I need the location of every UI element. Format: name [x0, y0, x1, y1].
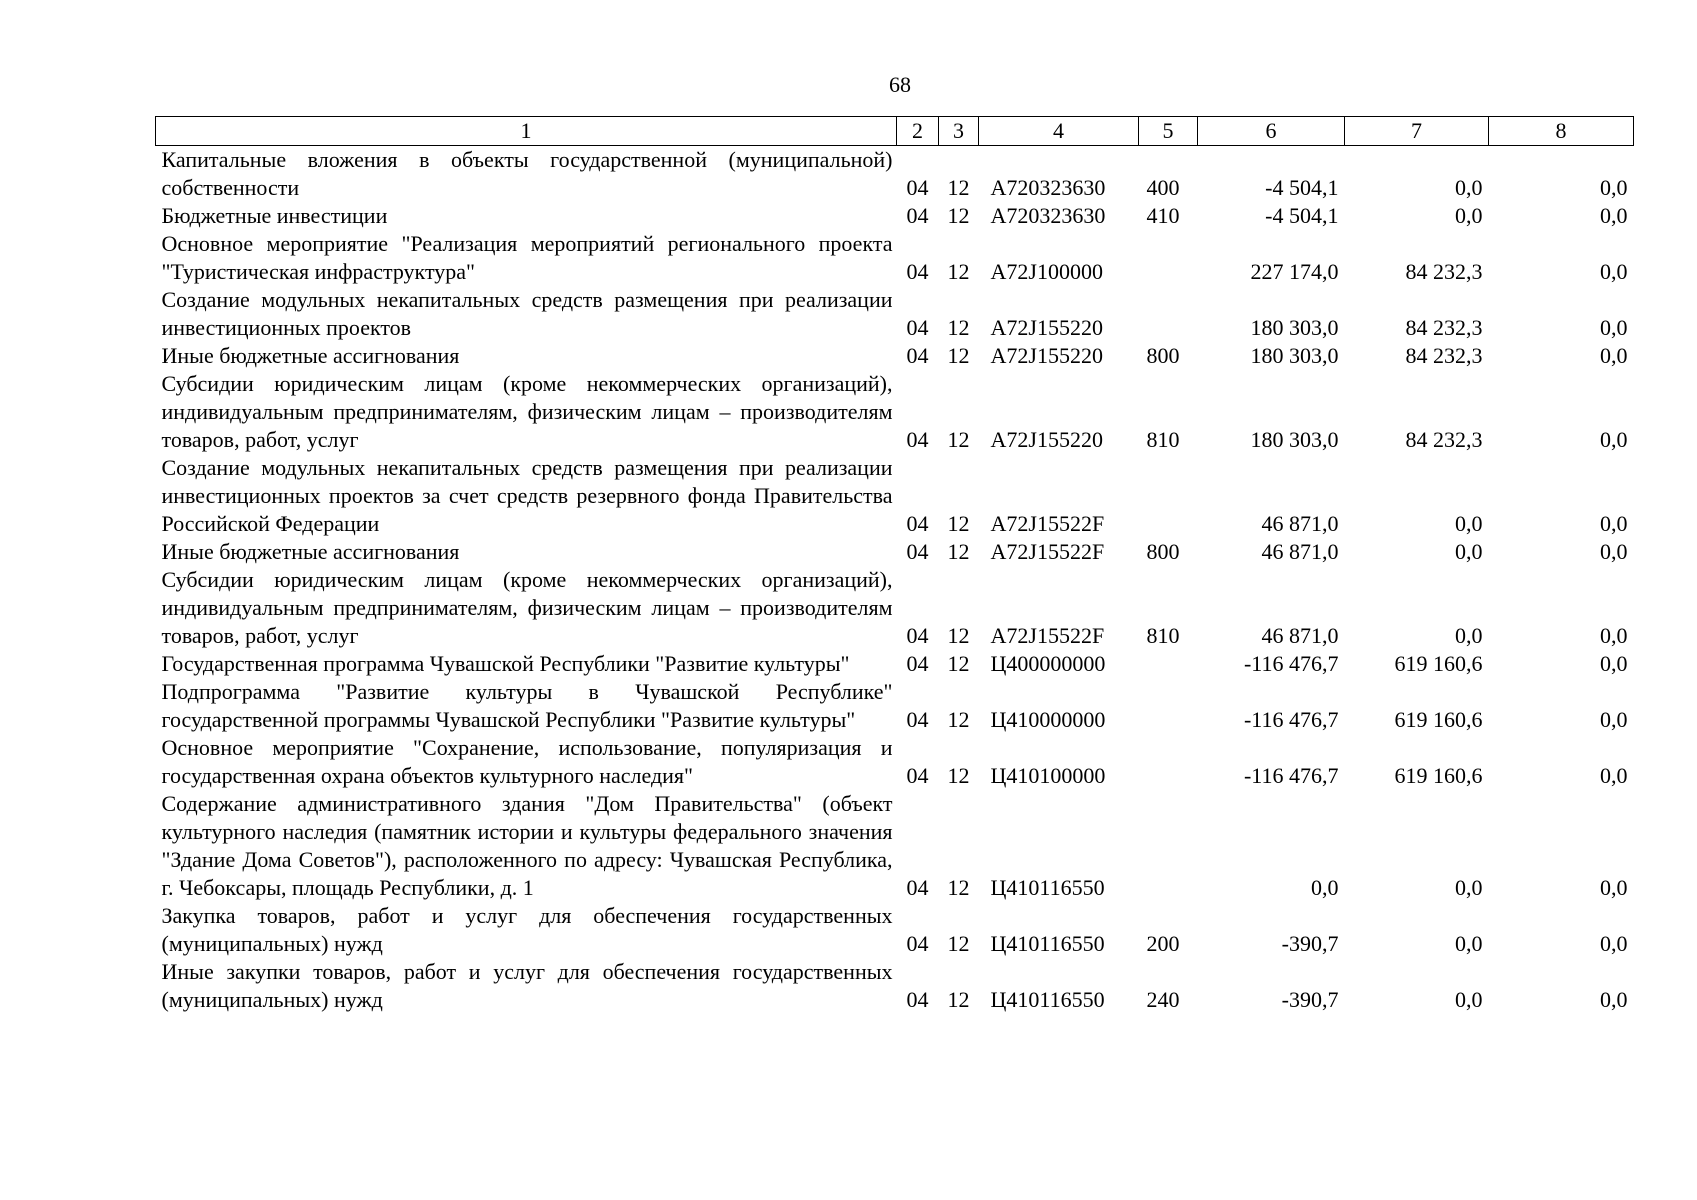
table-row [156, 146, 1634, 203]
row-value-6-cell: -116 476,7 [1243, 651, 1339, 676]
row-target-article-cell: А72J155220 [990, 315, 1103, 340]
table-row [156, 678, 1634, 734]
table-row [156, 566, 1634, 650]
row-target-article-cell: Ц400000000 [990, 651, 1106, 676]
column-header-5: 5 [1139, 117, 1198, 146]
row-expense-type-cell: 810 [1146, 623, 1180, 648]
table-row [156, 958, 1634, 1014]
row-value-7-cell: 0,0 [1455, 931, 1483, 956]
row-value-8-cell: 0,0 [1600, 651, 1628, 676]
row-section-cell: 04 [906, 343, 929, 368]
row-subsection-cell: 12 [947, 651, 970, 676]
row-expense-type-cell: 810 [1146, 427, 1180, 452]
table-row [156, 202, 1634, 230]
table-row [156, 734, 1634, 790]
row-subsection-cell: 12 [947, 707, 970, 732]
row-expense-type-cell: 800 [1146, 539, 1180, 564]
row-name-cell: Иные бюджетные ассигнования [161, 539, 460, 564]
row-value-8-cell: 0,0 [1600, 511, 1628, 536]
row-value-7-cell: 84 232,3 [1405, 427, 1483, 452]
row-section-cell: 04 [906, 707, 929, 732]
row-name-cell: Содержание административного здания "Дом Правительства" (объект культурного наследия (памятник истории и культуры федерального значения "Здание Дома Советов"), расположенного по адресу: Чувашская Республика, г. Чебоксары, площадь Республики, д. 1 [161, 791, 893, 900]
table-row [156, 370, 1634, 454]
row-target-article-cell: Ц410116550 [990, 875, 1105, 900]
row-expense-type-cell: 400 [1146, 175, 1180, 200]
row-target-article-cell: А72J100000 [990, 259, 1103, 284]
row-subsection-cell: 12 [947, 427, 970, 452]
row-section-cell: 04 [906, 763, 929, 788]
row-name-cell: Бюджетные инвестиции [161, 203, 388, 228]
row-section-cell: 04 [906, 651, 929, 676]
row-subsection-cell: 12 [947, 259, 970, 284]
table-row [156, 342, 1634, 370]
row-section-cell: 04 [906, 931, 929, 956]
row-subsection-cell: 12 [947, 987, 970, 1012]
row-value-7-cell: 84 232,3 [1405, 315, 1483, 340]
table-row [156, 538, 1634, 566]
table-body [156, 146, 1634, 1015]
row-value-7-cell: 0,0 [1455, 203, 1483, 228]
row-expense-type-cell [1139, 454, 1198, 538]
row-target-article-cell: А72J15522F [990, 511, 1105, 536]
row-expense-type-cell [1139, 790, 1198, 902]
page-number: 68 [889, 72, 911, 97]
row-target-article-cell: А72J15522F [990, 539, 1105, 564]
row-value-8-cell: 0,0 [1600, 343, 1628, 368]
row-subsection-cell: 12 [947, 539, 970, 564]
row-value-7-cell: 84 232,3 [1405, 343, 1483, 368]
row-section-cell: 04 [906, 539, 929, 564]
row-section-cell: 04 [906, 259, 929, 284]
row-value-6-cell: 0,0 [1311, 875, 1339, 900]
row-target-article-cell: А720323630 [990, 203, 1106, 228]
row-value-6-cell: 180 303,0 [1250, 343, 1339, 368]
row-value-6-cell: -4 504,1 [1265, 175, 1339, 200]
row-expense-type-cell: 200 [1146, 931, 1180, 956]
table-header [156, 117, 1634, 146]
row-subsection-cell: 12 [947, 511, 970, 536]
row-value-8-cell: 0,0 [1600, 427, 1628, 452]
row-name-cell: Закупка товаров, работ и услуг для обеспечения государственных (муниципальных) нужд [161, 903, 893, 956]
row-name-cell: Основное мероприятие "Реализация мероприятий регионального проекта "Туристическая инфраструктура" [161, 231, 893, 284]
row-name-cell: Субсидии юридическим лицам (кроме некоммерческих организаций), индивидуальным предпринимателям, физическим лицам – производителям товаров, работ, услуг [161, 567, 893, 648]
row-subsection-cell: 12 [947, 763, 970, 788]
row-expense-type-cell: 800 [1146, 343, 1180, 368]
row-value-8-cell: 0,0 [1600, 175, 1628, 200]
row-subsection-cell: 12 [947, 175, 970, 200]
row-section-cell: 04 [906, 175, 929, 200]
row-section-cell: 04 [906, 987, 929, 1012]
row-value-6-cell: -390,7 [1281, 931, 1339, 956]
row-value-8-cell: 0,0 [1600, 623, 1628, 648]
row-expense-type-cell [1139, 650, 1198, 678]
row-value-7-cell: 619 160,6 [1394, 763, 1483, 788]
row-section-cell: 04 [906, 623, 929, 648]
row-name-cell: Основное мероприятие "Сохранение, использование, популяризация и государственная охрана объектов культурного наследия" [161, 735, 893, 788]
row-section-cell: 04 [906, 875, 929, 900]
row-name-cell: Создание модульных некапитальных средств размещения при реализации инвестиционных проектов за счет средств резервного фонда Правительства Российской Федерации [161, 455, 893, 536]
row-value-6-cell: 46 871,0 [1261, 539, 1339, 564]
row-value-8-cell: 0,0 [1600, 931, 1628, 956]
budget-table [155, 116, 1634, 1014]
row-value-8-cell: 0,0 [1600, 539, 1628, 564]
row-subsection-cell: 12 [947, 875, 970, 900]
row-value-6-cell: -116 476,7 [1243, 763, 1339, 788]
row-expense-type-cell: 410 [1146, 203, 1180, 228]
row-target-article-cell: А72J155220 [990, 343, 1103, 368]
row-value-7-cell: 0,0 [1455, 987, 1483, 1012]
row-expense-type-cell [1139, 230, 1198, 286]
row-value-6-cell: 46 871,0 [1261, 623, 1339, 648]
row-target-article-cell: Ц410000000 [990, 707, 1106, 732]
table-row [156, 454, 1634, 538]
row-target-article-cell: Ц410116550 [990, 931, 1105, 956]
row-name-cell: Подпрограмма "Развитие культуры в Чувашской Республике" государственной программы Чувашской Республики "Развитие культуры" [161, 679, 893, 732]
row-value-6-cell: -4 504,1 [1265, 203, 1339, 228]
row-target-article-cell: А720323630 [990, 175, 1106, 200]
row-target-article-cell: А72J15522F [990, 623, 1105, 648]
row-value-8-cell: 0,0 [1600, 315, 1628, 340]
row-value-6-cell: 180 303,0 [1250, 427, 1339, 452]
column-header-6: 6 [1198, 117, 1345, 146]
column-header-3: 3 [939, 117, 979, 146]
row-value-8-cell: 0,0 [1600, 763, 1628, 788]
row-expense-type-cell: 240 [1146, 987, 1180, 1012]
row-value-6-cell: 46 871,0 [1261, 511, 1339, 536]
row-target-article-cell: Ц410100000 [990, 763, 1106, 788]
row-value-8-cell: 0,0 [1600, 707, 1628, 732]
row-section-cell: 04 [906, 511, 929, 536]
row-name-cell: Государственная программа Чувашской Республики "Развитие культуры" [161, 651, 850, 676]
row-expense-type-cell [1139, 678, 1198, 734]
row-subsection-cell: 12 [947, 203, 970, 228]
row-name-cell: Иные закупки товаров, работ и услуг для обеспечения государственных (муниципальных) нужд [161, 959, 893, 1012]
column-header-4: 4 [979, 117, 1139, 146]
row-value-7-cell: 0,0 [1455, 511, 1483, 536]
row-value-7-cell: 0,0 [1455, 539, 1483, 564]
table-row [156, 230, 1634, 286]
row-section-cell: 04 [906, 427, 929, 452]
row-name-cell: Субсидии юридическим лицам (кроме некоммерческих организаций), индивидуальным предпринимателям, физическим лицам – производителям товаров, работ, услуг [161, 371, 893, 452]
row-value-8-cell: 0,0 [1600, 875, 1628, 900]
table-row [156, 286, 1634, 342]
row-value-7-cell: 619 160,6 [1394, 651, 1483, 676]
row-subsection-cell: 12 [947, 931, 970, 956]
row-target-article-cell: Ц410116550 [990, 987, 1105, 1012]
row-target-article-cell: А72J155220 [990, 427, 1103, 452]
row-section-cell: 04 [906, 315, 929, 340]
row-section-cell: 04 [906, 203, 929, 228]
row-value-7-cell: 0,0 [1455, 175, 1483, 200]
column-header-7: 7 [1345, 117, 1489, 146]
row-expense-type-cell [1139, 286, 1198, 342]
column-header-2: 2 [897, 117, 939, 146]
row-name-cell: Иные бюджетные ассигнования [161, 343, 460, 368]
row-value-6-cell: -116 476,7 [1243, 707, 1339, 732]
row-value-7-cell: 84 232,3 [1405, 259, 1483, 284]
row-name-cell: Создание модульных некапитальных средств размещения при реализации инвестиционных проектов [161, 287, 893, 340]
row-value-7-cell: 619 160,6 [1394, 707, 1483, 732]
row-value-6-cell: 227 174,0 [1250, 259, 1339, 284]
row-value-7-cell: 0,0 [1455, 875, 1483, 900]
row-value-6-cell: 180 303,0 [1250, 315, 1339, 340]
row-value-8-cell: 0,0 [1600, 203, 1628, 228]
row-value-8-cell: 0,0 [1600, 259, 1628, 284]
column-header-1: 1 [156, 117, 897, 146]
table-row [156, 790, 1634, 902]
row-value-6-cell: -390,7 [1281, 987, 1339, 1012]
row-subsection-cell: 12 [947, 343, 970, 368]
row-subsection-cell: 12 [947, 315, 970, 340]
row-subsection-cell: 12 [947, 623, 970, 648]
row-value-8-cell: 0,0 [1600, 987, 1628, 1012]
row-name-cell: Капитальные вложения в объекты государственной (муниципальной) собственности [161, 147, 893, 200]
table-row [156, 902, 1634, 958]
table-row [156, 650, 1634, 678]
column-header-8: 8 [1489, 117, 1634, 146]
row-expense-type-cell [1139, 734, 1198, 790]
row-value-7-cell: 0,0 [1455, 623, 1483, 648]
header-row [156, 117, 1634, 146]
